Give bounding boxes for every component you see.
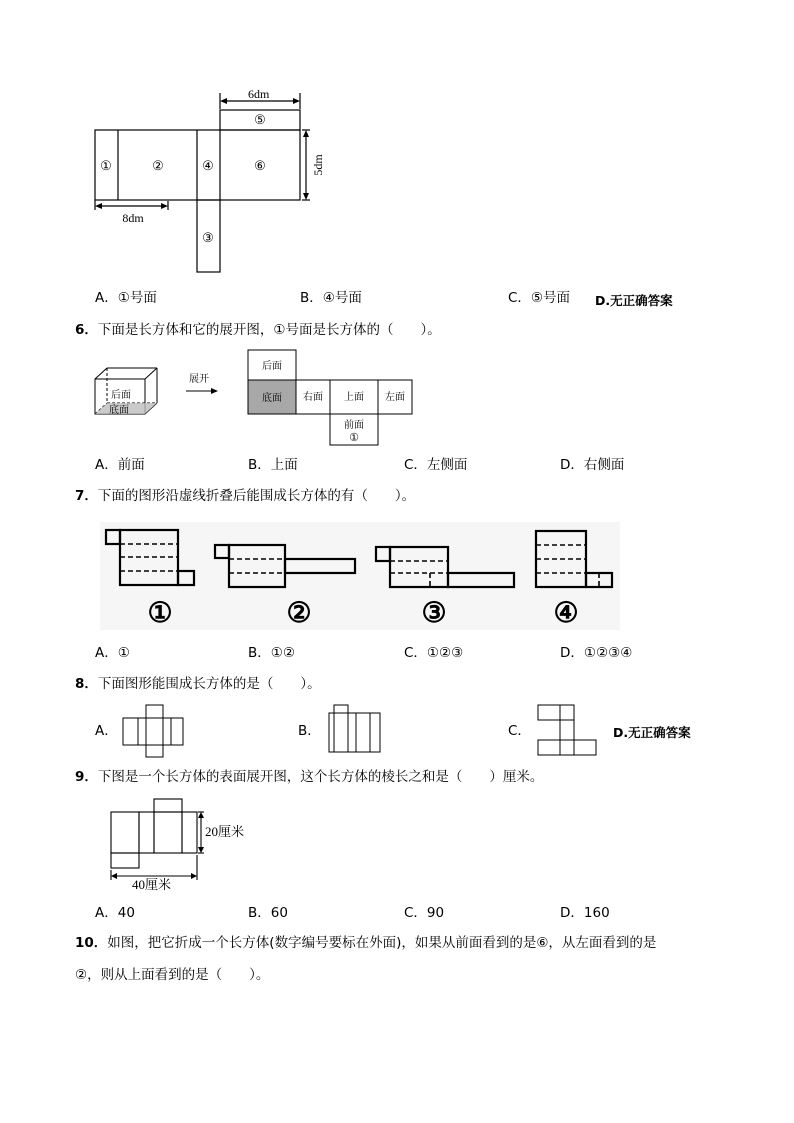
q9-height-label: 20厘米 (205, 824, 245, 839)
q5-net-diagram (90, 85, 340, 280)
q9-text: 下图是一个长方体的表面展开图，这个长方体的棱长之和是（ ）厘米。 (97, 769, 544, 785)
q5-face-4: ④ (202, 158, 214, 173)
q7-question (75, 487, 415, 505)
q7-number: 7． (75, 488, 98, 504)
q5-option-a[interactable]: A．①号面 (95, 290, 157, 306)
q5-height-label: 5dm (311, 154, 325, 176)
q5-face-6: ⑥ (254, 158, 266, 173)
q7-fig-label-4: ④ (553, 598, 579, 629)
q8-option-c[interactable]: C． (508, 723, 531, 739)
q5-option-b[interactable]: B．④号面 (300, 290, 362, 306)
q6-net-diagram (246, 348, 416, 448)
q6-net-right: 右面 (303, 392, 323, 403)
q7-text: 下面的图形沿虚线折叠后能围成长方体的有（ ）。 (97, 488, 416, 504)
q10-number: 10． (75, 935, 108, 951)
q8-option-d[interactable]: D.无正确答案 (613, 725, 691, 740)
q8-net-b[interactable] (328, 704, 384, 754)
q9-width-label: 40厘米 (132, 877, 172, 892)
q9-question (75, 768, 543, 786)
q9-option-a[interactable]: A．40 (95, 905, 135, 921)
q8-question (75, 675, 321, 693)
q8-text: 下面图形能围成长方体的是（ ）。 (97, 676, 321, 692)
q5-face-5: ⑤ (254, 112, 266, 127)
q9-option-d[interactable]: D．160 (560, 905, 610, 921)
q6-net-left: 左面 (385, 392, 405, 403)
q10-text-line2: ②，则从上面看到的是（ ）。 (75, 967, 270, 983)
q7-option-a[interactable]: A．① (95, 645, 130, 661)
q6-text: 下面是长方体和它的展开图，①号面是长方体的（ ）。 (97, 322, 441, 338)
q6-option-a[interactable]: A．前面 (95, 457, 145, 473)
q5-option-d[interactable]: D.无正确答案 (595, 293, 673, 308)
q8-option-a[interactable]: A． (95, 723, 118, 739)
q6-box-back-label: 后面 (111, 390, 131, 401)
q6-option-d[interactable]: D．右侧面 (560, 457, 625, 473)
q9-number: 9． (75, 769, 98, 785)
q9-option-b[interactable]: B．60 (248, 905, 288, 921)
q8-net-a[interactable] (122, 704, 184, 758)
q10-question (75, 934, 656, 952)
q7-option-c[interactable]: C．①②③ (404, 645, 464, 661)
q6-question (75, 321, 441, 339)
q7-nets-diagram (100, 522, 620, 630)
q9-net-diagram (106, 796, 256, 896)
q6-net-front: 前面 (344, 420, 364, 431)
q7-fig-label-3: ③ (421, 598, 447, 629)
q8-number: 8． (75, 676, 98, 692)
q6-cuboid-diagram (92, 362, 222, 422)
q7-fig-label-2: ② (286, 598, 312, 629)
q8-option-b[interactable]: B． (298, 723, 321, 739)
q5-face-1: ① (100, 158, 112, 173)
q6-option-c[interactable]: C．左侧面 (404, 457, 468, 473)
q6-net-front-number: ① (349, 432, 359, 444)
q6-box-bottom-label: 底面 (109, 405, 129, 416)
q6-arrow-label: 展开 (189, 374, 209, 385)
q6-number: 6． (75, 322, 98, 338)
q5-width-label: 6dm (248, 87, 270, 101)
q7-option-b[interactable]: B．①② (248, 645, 295, 661)
q6-net-bottom: 底面 (262, 393, 282, 404)
q9-option-c[interactable]: C．90 (404, 905, 445, 921)
q5-face-3: ③ (202, 230, 214, 245)
q6-net-top: 上面 (344, 392, 364, 403)
q6-net-back: 后面 (262, 361, 282, 372)
q6-option-b[interactable]: B．上面 (248, 457, 298, 473)
q8-net-c[interactable] (535, 704, 601, 756)
q7-fig-label-1: ① (147, 598, 173, 629)
q5-face-2: ② (152, 158, 164, 173)
q7-option-d[interactable]: D．①②③④ (560, 645, 633, 661)
q5-option-c[interactable]: C．⑤号面 (508, 290, 571, 306)
q5-length-label: 8dm (122, 211, 144, 225)
q10-text-line1: 如图，把它折成一个长方体(数字编号要标在外面)，如果从前面看到的是⑥，从左面看到的是 (107, 935, 657, 951)
